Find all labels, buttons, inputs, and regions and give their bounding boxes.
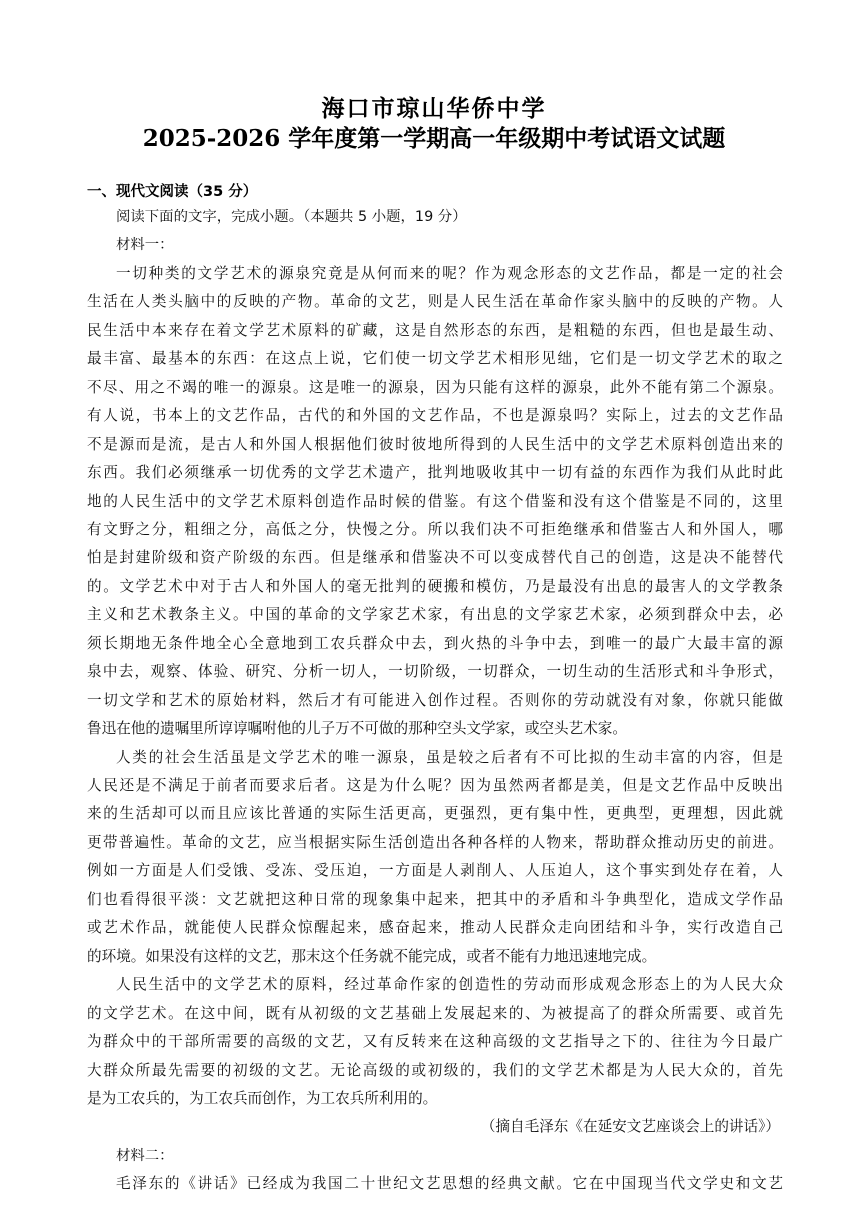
instruction-text: 阅读下面的文字，完成小题。（本题共 5 小题，19 分）	[116, 209, 467, 225]
passage-line: 须长期地无条件地全心全意地到工农兵群众中去，到火热的斗争中去，到唯一的最广大最丰富的源	[87, 634, 785, 652]
passage-line: 一切文学和艺术的原始材料，然后才有可能进入创作过程。否则你的劳动就没有对象，你就只能做	[87, 691, 785, 709]
passage-line: 的文学艺术。在这中间，既有从初级的文艺基础上发展起来的、为被提高了的群众所需要、或首先	[87, 1004, 785, 1022]
school-title: 海口市琼山华侨中学	[321, 95, 547, 122]
passage-line: 主义和艺术教条主义。中国的革命的文学家艺术家，有出息的文学家艺术家，必须到群众中去，必	[87, 606, 785, 624]
passage-line: 怕是封建阶级和资产阶级的东西。但是继承和借鉴决不可以变成替代自己的创造，这是决不能替代	[87, 549, 785, 567]
passage-line: 地的人民生活中的文学艺术原料创造作品时候的借鉴。有这个借鉴和没有这个借鉴是不同的，这里	[87, 492, 785, 510]
passage-line: 大群众所最先需要的初级的文艺。无论高级的或初级的，我们的文学艺术都是为人民大众的，首先	[87, 1061, 785, 1079]
passage-line: 更带普遍性。革命的文艺，应当根据实际生活创造出各种各样的人物来，帮助群众推动历史的前进。	[87, 833, 785, 851]
exam-title: 2025-2026 学年度第一学期高一年级期中考试语文试题	[142, 125, 726, 152]
passage-line: 们也看得很平淡：文艺就把这种日常的现象集中起来，把其中的矛盾和斗争典型化，造成文学作品	[87, 890, 785, 908]
material1-label: 材料一：	[116, 237, 174, 254]
passage-line: 人民还是不满足于前者而要求后者。这是为什么呢？因为虽然两者都是美，但是文艺作品中反映出	[87, 777, 785, 794]
passage-line: 生活在人类头脑中的反映的产物。革命的文艺，则是人民生活在革命作家头脑中的反映的产物。人	[87, 293, 785, 311]
passage-line: 或艺术作品，就能使人民群众惊醒起来，感奋起来，推动人民群众走向团结和斗争，实行改造自己	[87, 919, 785, 937]
section-heading: 一、现代文阅读（35 分）	[87, 184, 258, 200]
passage-line: 东西。我们必须继承一切优秀的文学艺术遗产，批判地吸收其中一切有益的东西作为我们从此时此	[87, 464, 785, 482]
passage-line: 的。文学艺术中对于古人和外国人的毫无批判的硬搬和模仿，乃是最没有出息的最害人的文学教条	[87, 577, 785, 595]
passage-line: 是为工农兵的，为工农兵而创作，为工农兵所利用的。	[87, 1089, 438, 1107]
passage-line: 毛泽东的《讲话》已经成为我国二十世纪文艺思想的经典文献。它在中国现当代文学史和文艺	[116, 1175, 785, 1193]
passage-line: 最丰富、最基本的东西：在这点上说，它们使一切文学艺术相形见绌，它们是一切文学艺术的取之	[87, 350, 785, 368]
passage-line: 有文野之分，粗细之分，高低之分，快慢之分。所以我们决不可拒绝继承和借鉴古人和外国人，哪	[87, 520, 785, 538]
passage-line: 泉中去，观察、体验、研究、分析一切人，一切阶级，一切群众，一切生动的生活形式和斗争形式，	[87, 663, 785, 681]
passage-line: 有人说，书本上的文艺作品，古代的和外国的文艺作品，不也是源泉吗？实际上，过去的文艺作品	[87, 407, 785, 425]
passage-line: 为群众中的干部所需要的高级的文艺，又有反转来在这种高级的文艺指导之下的、往往为今日最广	[87, 1033, 785, 1051]
passage-line: 人类的社会生活虽是文学艺术的唯一源泉，虽是较之后者有不可比拟的生动丰富的内容，但是	[116, 748, 785, 766]
passage-line: 鲁迅在他的遗嘱里所谆谆嘱咐他的儿子万不可做的那种空头文学家，或空头艺术家。	[87, 720, 627, 738]
passage-line: 的环境。如果没有这样的文艺，那末这个任务就不能完成，或者不能有力地迅速地完成。	[87, 947, 657, 965]
passage-line: 不是源而是流，是古人和外国人根据他们彼时彼地所得到的人民生活中的文学艺术原料创造出来的	[87, 435, 785, 453]
passage-line: 来的生活却可以而且应该比普通的实际生活更高，更强烈，更有集中性，更典型，更理想，因此就	[87, 805, 785, 823]
passage-line: 民生活中本来存在着文学艺术原料的矿藏，这是自然形态的东西，是粗糙的东西，但也是最生动、	[87, 321, 785, 339]
passage-line: 例如一方面是人们受饿、受冻、受压迫，一方面是人剥削人、人压迫人，这个事实到处存在着，人	[87, 862, 785, 880]
passage-line: 不尽、用之不竭的唯一的源泉。这是唯一的源泉，因为只能有这样的源泉，此外不能有第二个源泉。	[87, 378, 785, 396]
material2-label: 材料二：	[116, 1147, 174, 1164]
passage-line: 人民生活中的文学艺术的原料，经过革命作家的创造性的劳动而形成观念形态上的为人民大众	[116, 976, 785, 994]
source-citation: （摘自毛泽东《在延安文艺座谈会上的讲话》）	[480, 1118, 780, 1136]
passage-line: 一切种类的文学艺术的源泉究竟是从何而来的呢？作为观念形态的文艺作品，都是一定的社会	[116, 264, 785, 282]
